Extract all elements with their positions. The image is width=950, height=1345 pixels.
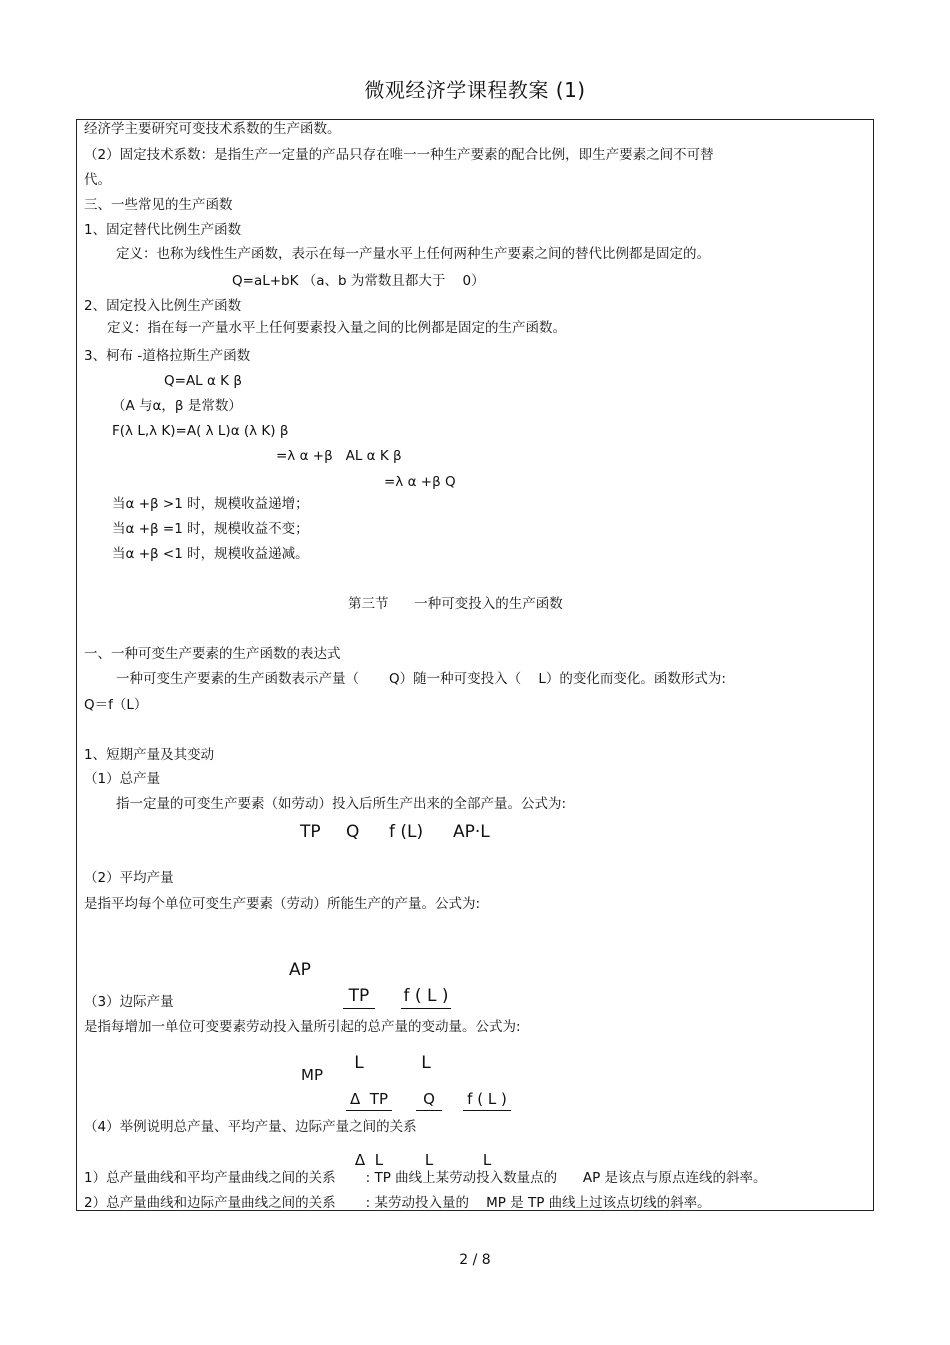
text-line: 一种可变生产要素的生产函数表示产量（ Q）随一种可变投入（ L）的变化而变化。函数形式为: xyxy=(116,671,726,687)
numerator: TP xyxy=(343,986,375,1009)
text-line: 是指每增加一单位可变要素劳动投入量所引起的总产量的变动量。公式为: xyxy=(84,1019,521,1035)
subsection-heading: 1、固定替代比例生产函数 xyxy=(84,222,242,238)
page-number: 2 / 8 xyxy=(459,1252,491,1268)
text-line: 当α +β >1 时，规模收益递增； xyxy=(112,496,309,512)
denominator: L xyxy=(421,1053,431,1073)
formula-line: =λ α +β Q xyxy=(384,474,456,490)
formula-tp: TP xyxy=(300,822,321,842)
formula-line: Q＝f（L） xyxy=(84,697,148,713)
section-heading: 三、一些常见的生产函数 xyxy=(84,197,233,213)
formula-fl: f (L) xyxy=(389,822,424,842)
text-line: （2）固定技术系数：是指生产一定量的产品只存在唯一一种生产要素的配合比例，即生产要素之间不可替 xyxy=(84,147,714,163)
numerator: f ( L ) xyxy=(401,986,451,1009)
text-line: 2）总产量曲线和边际产量曲线之间的关系 : 某劳动投入量的 MP 是 TP 曲线上过该点切线的斜率。 xyxy=(84,1195,711,1211)
subsection-heading: （2）平均产量 xyxy=(84,870,174,886)
section-heading: 一、一种可变生产要素的生产函数的表达式 xyxy=(84,646,341,662)
denominator: Δ L xyxy=(354,1151,384,1169)
text-line: 定义：指在每一产量水平上任何要素投入量之间的比例都是固定的生产函数。 xyxy=(107,320,566,336)
text-line: 经济学主要研究可变技术系数的生产函数。 xyxy=(84,121,341,137)
denominator: L xyxy=(354,1053,364,1073)
formula-line: =λ α +β AL α K β xyxy=(276,448,402,464)
subsection-heading: （3）边际产量 xyxy=(84,994,174,1010)
page-title: 微观经济学课程教案 (1) xyxy=(364,78,586,102)
formula-apl: AP·L xyxy=(453,822,490,842)
subsection-heading: （1）总产量 xyxy=(84,771,161,787)
text-line: 代。 xyxy=(84,172,111,188)
subsection-heading: 2、固定投入比例生产函数 xyxy=(84,298,242,314)
formula-q: Q xyxy=(346,822,360,842)
numerator: f ( L ) xyxy=(463,1090,511,1111)
formula-mp: MP xyxy=(301,1066,323,1084)
text-line: （A 与α，β 是常数） xyxy=(112,398,242,414)
denominator: L xyxy=(424,1151,434,1169)
text-line: 定义：也称为线性生产函数，表示在每一产量水平上任何两种生产要素之间的替代比例都是固定的。 xyxy=(116,246,710,262)
text-line: 1）总产量曲线和平均产量曲线之间的关系 : TP 曲线上某劳动投入数量点的 AP 是该点与原点连线的斜率。 xyxy=(84,1170,767,1186)
formula-line: Q=AL α K β xyxy=(164,373,242,389)
denominator: L xyxy=(482,1151,492,1169)
subsection-heading: （4）举例说明总产量、平均产量、边际产量之间的关系 xyxy=(84,1119,417,1135)
subsection-heading: 1、短期产量及其变动 xyxy=(84,747,215,763)
text-line: 是指平均每个单位可变生产要素（劳动）所能生产的产量。公式为: xyxy=(84,896,481,912)
formula-line: F(λ L,λ K)=A( λ L)α (λ K) β xyxy=(112,423,289,439)
section-title: 第三节 一种可变投入的生产函数 xyxy=(348,596,563,612)
formula-line: Q=aL+bK （a、b 为常数且都大于 0） xyxy=(232,273,485,289)
subsection-heading: 3、柯布 -道格拉斯生产函数 xyxy=(84,348,251,364)
text-line: 指一定量的可变生产要素（如劳动）投入后所生产出来的全部产量。公式为: xyxy=(116,796,567,812)
text-line: 当α +β <1 时，规模收益递减。 xyxy=(112,546,309,562)
numerator: Q xyxy=(416,1090,442,1111)
text-line: 当α +β =1 时，规模收益不变； xyxy=(112,521,309,537)
formula-ap: AP xyxy=(289,960,311,980)
numerator: Δ TP xyxy=(346,1090,392,1111)
